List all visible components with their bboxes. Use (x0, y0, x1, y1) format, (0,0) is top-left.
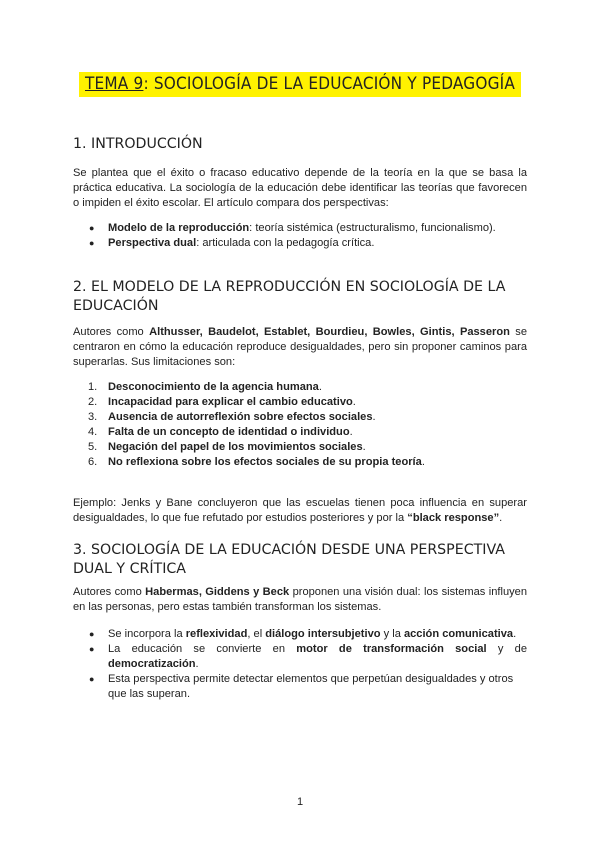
item-text: . (372, 411, 376, 423)
item-text: . (352, 396, 356, 408)
page-number: 1 (296, 796, 304, 808)
bullet-icon: ● (89, 674, 95, 684)
item-number: 6. (88, 456, 98, 468)
bullet-text: , el (247, 628, 266, 640)
bullet-text: y la (380, 628, 404, 640)
bullet-icon: ● (89, 629, 95, 639)
item-bold: Incapacidad para explicar el cambio educativo (108, 396, 353, 408)
title-rest: : SOCIOLOGÍA DE LA EDUCACIÓN Y PEDAGOGÍA (143, 74, 515, 94)
item-bold: Ausencia de autorreflexión sobre efectos sociales (108, 411, 373, 423)
list-item (73, 380, 527, 395)
authors-bold: Althusser, Baudelot, Establet, Bourdieu, Bowles, Gintis, Passeron (149, 326, 510, 338)
section-1-bullets (73, 221, 527, 251)
list-item (73, 236, 527, 251)
title-prefix: TEMA 9 (84, 74, 144, 94)
item-text: . (349, 426, 353, 438)
title-wrap (0, 72, 600, 97)
item-number: 3. (88, 411, 98, 423)
bullet-bold: motor de transformación social (296, 643, 487, 655)
section-3-paragraph (73, 585, 527, 615)
list-item (73, 221, 527, 236)
list-item (73, 395, 527, 410)
list-item (73, 672, 527, 702)
list-item (73, 627, 527, 642)
para-text: proponen una visión dual: los sistemas influyen en las personas, pero estas también transforman los sistemas. (73, 586, 527, 613)
para-text: Autores como (73, 326, 150, 338)
item-text: . (362, 441, 366, 453)
list-item (73, 455, 527, 470)
authors-bold: Habermas, Giddens y Beck (145, 586, 290, 598)
item-bold: Desconocimiento de la agencia humana (108, 381, 319, 393)
bullet-text: . (195, 658, 199, 670)
bullet-bold: diálogo intersubjetivo (265, 628, 381, 640)
bullet-bold: reflexividad (185, 628, 248, 640)
bullet-bold: acción comunicativa (403, 628, 514, 640)
bullet-text: Se incorpora la (108, 628, 186, 640)
section-3-bullets (73, 627, 527, 702)
bullet-text: . (513, 628, 517, 640)
page-title (79, 72, 521, 97)
example-bold: “black response” (407, 512, 500, 524)
item-bold: No reflexiona sobre los efectos sociales de su propia teoría (108, 456, 422, 468)
bullet-text: y de (486, 643, 527, 655)
item-number: 2. (88, 396, 98, 408)
example-text: . (499, 512, 503, 524)
section-1-heading: 1. INTRODUCCIÓN (73, 136, 203, 152)
item-bold: Falta de un concepto de identidad o individuo (108, 426, 350, 438)
list-item (73, 642, 527, 672)
bullet-text: : teoría sistémica (estructuralismo, funcionalismo). (249, 222, 496, 234)
limitations-list (73, 380, 527, 470)
item-text: . (318, 381, 322, 393)
item-number: 4. (88, 426, 98, 438)
list-item (73, 440, 527, 455)
example-paragraph (73, 496, 527, 526)
bullet-text: La educación se convierte en (108, 643, 297, 655)
bullet-icon: ● (89, 644, 95, 654)
para-text: Autores como (73, 586, 146, 598)
section-2-paragraph (73, 325, 527, 370)
section-1-paragraph: Se plantea que el éxito o fracaso educativo depende de la teoría en la que se basa la práctica educativa. La sociología de la educación debe identificar las teorías que favorecen o impiden el éxito escolar. El artículo compara dos perspectivas: (73, 167, 527, 209)
item-number: 5. (88, 441, 98, 453)
section-2-heading: 2. EL MODELO DE LA REPRODUCCIÓN EN SOCIOLOGÍA DE LA EDUCACIÓN (73, 279, 506, 314)
list-item (73, 410, 527, 425)
item-number: 1. (88, 381, 98, 393)
section-3-heading: 3. SOCIOLOGÍA DE LA EDUCACIÓN DESDE UNA PERSPECTIVA DUAL Y CRÍTICA (73, 542, 505, 577)
bullet-icon: ● (89, 238, 95, 248)
bullet-text: : articulada con la pedagogía crítica. (196, 237, 375, 249)
bullet-bold: Perspectiva dual (108, 237, 197, 249)
bullet-bold: Modelo de la reproducción (108, 222, 250, 234)
list-item (73, 425, 527, 440)
para-text: se centraron en cómo la educación reproduce desigualdades, pero sin proponer caminos para superarlas. Sus limitaciones son: (73, 326, 527, 368)
bullet-bold: democratización (108, 658, 196, 670)
item-text: . (421, 456, 425, 468)
item-bold: Negación del papel de los movimientos sociales (108, 441, 363, 453)
example-text: Ejemplo: Jenks y Bane concluyeron que las escuelas tienen poca influencia en superar desigualdades, lo que fue refutado por estudios posteriores y por la (73, 497, 527, 524)
bullet-text: Esta perspectiva permite detectar elementos que perpetúan desigualdades y otros que las superan. (108, 673, 514, 700)
bullet-icon: ● (89, 223, 95, 233)
